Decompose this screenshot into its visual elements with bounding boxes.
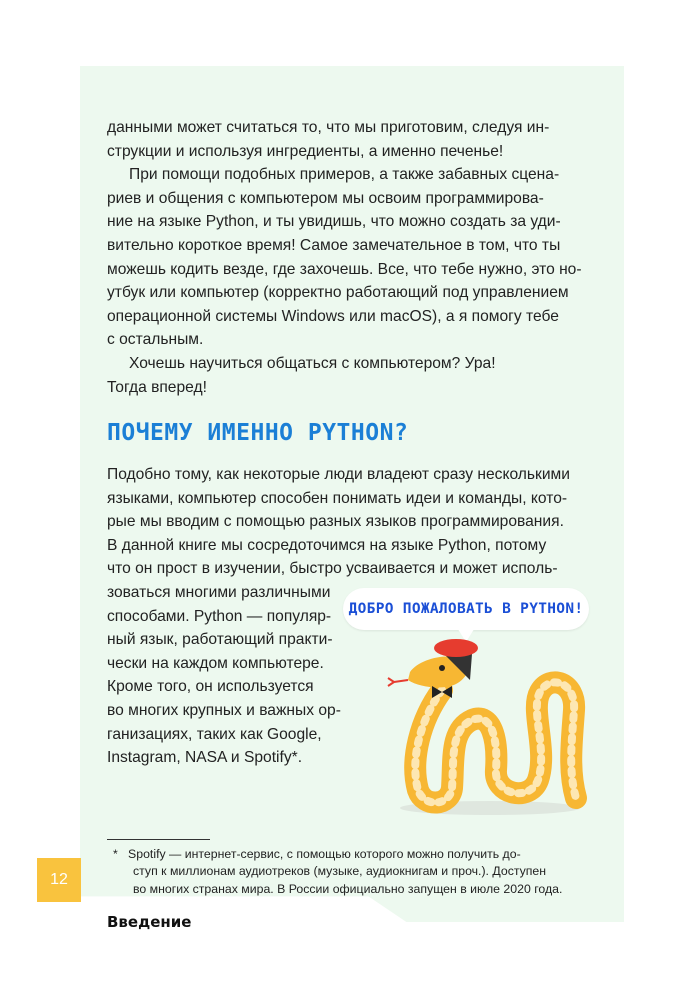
speech-bubble-text: ДОБРО ПОЖАЛОВАТЬ В PYTHON! <box>348 601 584 617</box>
footnote-line <box>113 846 603 863</box>
text-line: Хочешь научиться общаться с компьютером? Ура! <box>129 354 496 372</box>
text-line: чески на каждом компьютере. <box>107 654 324 672</box>
text-line: При помощи подобных примеров, а также забавных сцена- <box>129 166 560 184</box>
snake-illustration <box>380 630 600 820</box>
running-section-title: Введение <box>107 913 192 931</box>
speech-bubble <box>343 588 589 630</box>
beret-icon <box>434 639 478 657</box>
text-line: ние на языке Python, и ты увидишь, что можно создать за уди- <box>107 213 561 231</box>
text-line: данными может считаться то, что мы приготовим, следуя ин- <box>107 119 550 136</box>
text-line: струкции и используя ингредиенты, а именно печенье! <box>107 142 504 160</box>
text-line: рые мы вводим с помощью разных языков программирования. <box>107 513 564 531</box>
footnote-text: Spotify — интернет-сервис, с помощью которого можно получить до- <box>128 847 521 861</box>
text-line: операционной системы Windows или macOS), а я помогу тебе <box>107 307 559 325</box>
text-line: ганизациях, таких как Google, <box>107 725 322 743</box>
intro-text <box>107 116 595 399</box>
snake-tongue <box>388 678 408 686</box>
snake-eye <box>439 665 445 671</box>
text-line: Кроме того, он используется <box>107 678 314 696</box>
text-line: утбук или компьютер (корректно работающий под управлением <box>107 284 569 302</box>
text-line: вительно короткое время! Самое замечательное в том, что ты <box>107 236 561 254</box>
text-line: способами. Python — популяр- <box>107 607 332 625</box>
text-line: Тогда вперед! <box>107 378 207 396</box>
text-line: что он прост в изучении, быстро усваивается и может исполь- <box>107 560 558 578</box>
footnote-marker: * <box>113 847 118 861</box>
text-line: языками, компьютер способен понимать идеи и команды, кото- <box>107 489 568 507</box>
footnote-line: ступ к миллионам аудиотреков (музыке, аудиокнигам и проч.). Доступен <box>133 864 547 879</box>
text-line: ный язык, работающий практи- <box>107 631 333 649</box>
text-line: Подобно тому, как некоторые люди владеют сразу несколькими <box>107 466 570 483</box>
text-line: риев и общения с компьютером мы освоим программирова- <box>107 189 544 207</box>
text-line: зоваться многими различными <box>107 583 331 601</box>
footnote-divider <box>107 839 210 840</box>
text-line: во многих крупных и важных ор- <box>107 701 341 719</box>
text-line: с остальным. <box>107 331 204 349</box>
text-line: можешь кодить везде, где захочешь. Все, что тебе нужно, это но- <box>107 260 582 278</box>
footnote <box>113 846 603 898</box>
text-line: Instagram, NASA и Spotify*. <box>107 749 303 767</box>
section-heading: ПОЧЕМУ ИМЕННО PYTHON? <box>107 420 409 446</box>
text-line: В данной книге мы сосредоточимся на языке Python, потому <box>107 536 547 554</box>
page-number: 12 <box>37 858 81 902</box>
footnote-line: во многих странах мира. В России официально запущен в июле 2020 года. <box>133 881 563 896</box>
